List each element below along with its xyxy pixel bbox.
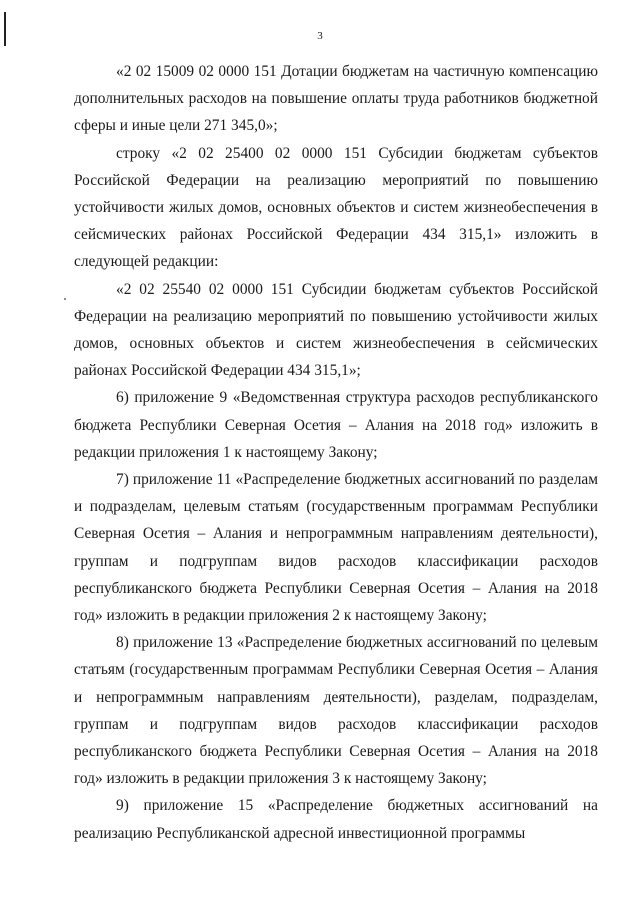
- paragraph-dotation-item: «2 02 15009 02 0000 151 Дотации бюджетам на частичную компенсацию дополнительных расходов на повышение оплаты труда работников бюджетной сферы и иные цели 271 345,0»;: [74, 63, 598, 135]
- paragraph-subsidy-line-replace: строку «2 02 25400 02 0000 151 Субсидии бюджетам субъектов Российской Федерации на реализацию мероприятий по повышению устойчивости жилых домов, основных объектов и систем жизнеобеспечения в сейсмических районах Российской Федерации 434 315,1» изложить в следующей редакции:: [74, 144, 598, 271]
- paragraph-subsidy-new-wording: «2 02 25540 02 0000 151 Субсидии бюджетам субъектов Российской Федерации на реализацию мероприятий по повышению устойчивости жилых домов, основных объектов и систем жизнеобеспечения в сейсмических районах Российской Федерации 434 315,1»;: [74, 280, 598, 380]
- page-number: 3: [317, 30, 323, 42]
- paragraph-item-7-appendix-11: 7) приложение 11 «Распределение бюджетных ассигнований по разделам и подразделам, целевым статьям (государственным программам Республики Северная Осетия – Алания и непрограммным направлениям деятельности), группам и подгруппам видов расходов классификации расходов республиканского бюджета Республики Северная Осетия – Алания на 2018 год» изложить в редакции приложения 2 к настоящему Закону;: [74, 471, 598, 625]
- scan-speck: [64, 298, 66, 300]
- paragraph-item-8-appendix-13: 8) приложение 13 «Распределение бюджетных ассигнований по целевым статьям (государственным программам Республики Северная Осетия – Алания и непрограммным направлениям деятельности), разделам, подразделам, группам и подгруппам видов расходов классификации расходов республиканского бюджета Республики Северная Осетия – Алания на 2018 год» изложить в редакции приложения 3 к настоящему Закону;: [74, 634, 598, 788]
- document-body: [74, 58, 598, 847]
- paragraph-item-6-appendix-9: 6) приложение 9 «Ведомственная структура расходов республиканского бюджета Республики Северная Осетия – Алания на 2018 год» изложить в редакции приложения 1 к настоящему Закону;: [74, 389, 598, 461]
- paragraph-item-9-appendix-15: 9) приложение 15 «Распределение бюджетных ассигнований на реализацию Республиканской адресной инвестиционной программы: [74, 797, 598, 842]
